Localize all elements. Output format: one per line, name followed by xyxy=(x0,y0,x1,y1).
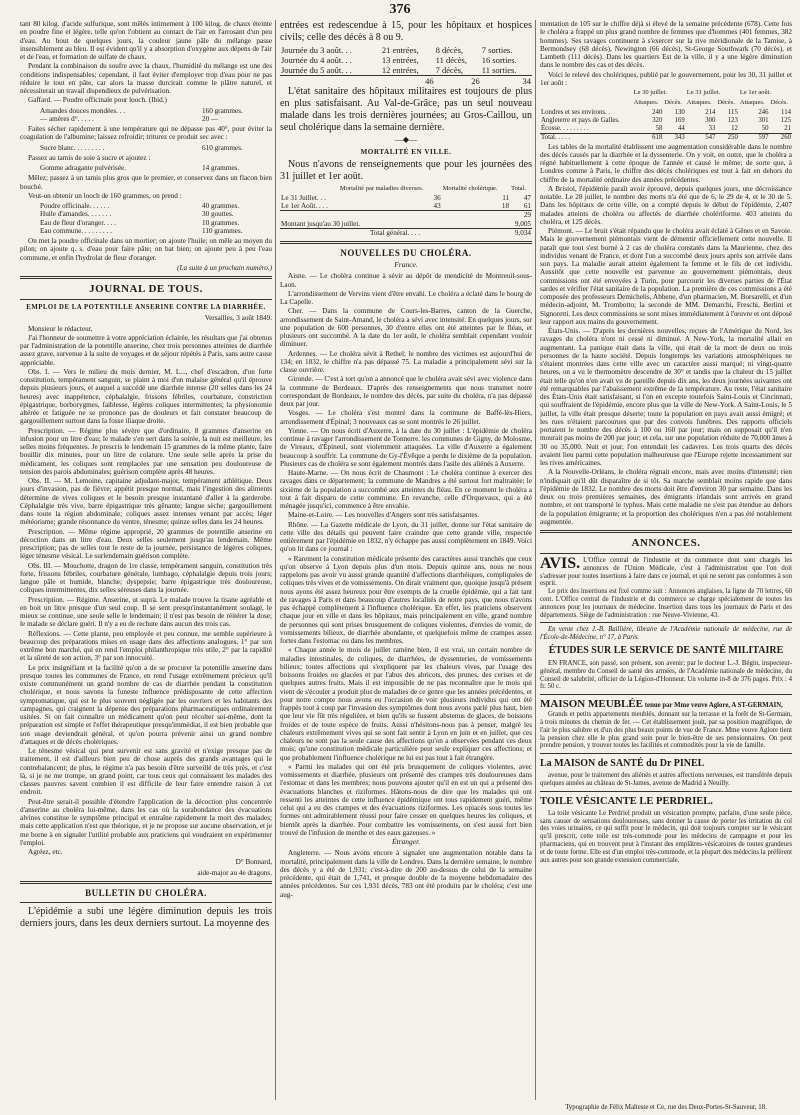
paragraph: Cher. — Dans la commune de Cours-les-Barres, canton de la Guerche, arrondissement de Saint-Amand, le choléra a sévi avec intensité. En quelques jours, sur une population de 600 personnes, 30 d'entre elles ont été atteintes par le fléau, et plusieurs ont succombé. A la date du 1er août, le choléra semblait cependant vouloir diminuer. xyxy=(280,307,532,349)
divider xyxy=(540,791,792,792)
divider xyxy=(540,622,792,623)
paragraph: Vosges. — Le choléra s'est montré dans la commune de Baffé-lès-Hiers, arrondissement d'Épinal; 3 nouveaux cas se sont montrés le 26 juillet. xyxy=(280,409,532,426)
paragraph: Yonne. — On nous écrit d'Auxerre, à la date du 30 juillet : L'épidémie de choléra continue à ravager l'arrondissement de Tonnerre. les communes de Gigny, de Molosme, de Vireaux, d'Épineul, sont violemment attaquées. La ville d'Auxerre a également beaucoup à souffrir. La commune de Gy-l'Évêque a perdu le dixième de la population. Plusieurs cas de choléra se sont également montrés dans l'asile des aliénés à Auxerre. xyxy=(280,426,532,468)
paragraph: Veut-on obtenir un looch de 160 grammes, on prend : xyxy=(28,191,182,200)
ad-title: MAISON MEUBLÉE xyxy=(540,698,643,711)
paragraph: L'arrondissement de Vervins vient d'être envahi. Le choléra a éclaté dans le bourg de La Capelle. xyxy=(280,289,532,306)
subsection-title: Étranger. xyxy=(391,837,421,846)
paragraph: Prescription. — Régime plus sévère que d'ordinaire, 8 grammes d'anserine en infusion pour un litre d'eau; le malade s'en sert dans la soirée, la nuit est meilleure, les selles moins fréquentes. Je prescris le lendemain 15 grammes de la même plante, faire bouillir dix minutes, pour un litre de colature. Une seule selle après la prise du médicament, les coliques sont remplacées par une sensation peu douloureuse de tension des parois abdominales; guérison complète après 48 heures. xyxy=(20,426,272,476)
recipe-list: Gomme adragante pulvérisée. 14 grammes. xyxy=(40,164,240,172)
column-divider xyxy=(275,20,276,1100)
article-title: EMPLOI DE LA POTENTILLE ANSERINE CONTRE LA DIARRHÉE. xyxy=(26,304,266,311)
section-title: MORTALITÉ EN VILLE. xyxy=(360,148,452,157)
table-row: Le 1er Août. . . . 43 18 61 xyxy=(281,202,531,210)
paragraph: L'état sanitaire des hôpitaux militaires est toujours de plus en plus satisfaisant. Au Val-de-Grâce, pas un seul nouveau malade dans les trois dernières journées; au Gros-Caillou, un seul cholérique dans la semaine dernière. xyxy=(280,86,532,133)
paragraph: Prescription. — Régime. Anserine, ut suprà. Le malade trouve la tisane agréable et en boit un litre presque d'un seul coup. Il se sent presqu'instantanément soulagé, le mieux se continue, une seule selle le lendemain; il n'est pas besoin de réitérer la dose; le malade se déclare guéri. Il n'y a eu de rechute dans aucun des trois cas. xyxy=(20,595,272,629)
ad-title: La MAISON de SANTÉ du Dr PINEL xyxy=(540,758,705,770)
ad-text: avenue, pour le traitement des aliénés et autres affections nerveuses, est transférée depuis quelques années au château de St-James, avenue de Madrid à Neuilly. xyxy=(540,772,792,787)
paragraph: Mêlez; passez à un tamis plus gros que le premier, et conservez dans un flacon bien bouché. xyxy=(20,174,272,191)
paragraph: Obs. III. — Mouchotte, dragon de 1re classe, tempérament sanguin, constitution très forte, frissons fébriles, courbature générale, lumbago, céphalalgie depuis trois jours; langue pâle et humide, blanche; dyspepsie; barre épigastrique très douloureuse, coliques intermittentes, dix selles séreuses dans la journée. xyxy=(20,561,272,595)
table-row: Journée du 3 août. . . 21 entrées, 8 décès, 7 sorties. xyxy=(281,45,513,55)
recipe-list: Poudre officinale. . . . . . 40 grammes. Huile d'amandes. . . . . . . 30 gouttes. Eau de fleur d'oranger. . . . 10 grammes. Eau commune. . . . . . . . . 110 grammes. xyxy=(40,202,243,235)
section-title: ANNONCES. xyxy=(631,537,701,549)
paragraph: Faites sécher rapidement à une température qui ne dépasse pas 40°, pour éviter la coagulation de l'albumine; laissez refroidir; triturez ce produit sec avec : xyxy=(20,125,272,142)
paragraph: On met la poudre officinale dans un mortier; on ajoute l'huile; on mêle au moyen du pilon; on ajoute q. s. d'eau pour faire pâte; on bat bien; on ajoute peu à peu l'eau commune, et enfin l'hydrolat de fleur d'oranger. xyxy=(20,237,272,262)
paragraph: entrées est redescendue à 15, pour les hôpitaux et hospices civils; celle des décès à 8 ou 9. xyxy=(280,20,532,43)
signature: D° Bonnard, xyxy=(235,858,272,867)
table-row: Le 31 Juillet. . . 36 11 47 xyxy=(281,193,531,202)
hospital-table xyxy=(280,45,532,86)
divider xyxy=(540,753,792,754)
column-right xyxy=(540,20,792,1085)
paragraph: A Bristol, l'épidémie paraît avoir éprouvé, depuis quelques jours, une décroissance notable. Le 28 juillet, le nombre des morts n'a été que de 6, le 29 de 4, et le 30 de 5. Dans les hôpitaux de cette ville, on a compté depuis le début de l'épidémie, 2,407 malades atteints de choléra ou affectés de diarrhée cholériforme. 403 atteints du choléra, et 125 décès. xyxy=(540,184,792,226)
paragraph: Obs. II. — M. Lemoine, capitaine adjudant-major, tempérament athlétique. Deux jours d'invasion, pas de fièvre; appétit presque normal, mais l'ingestion des aliments détermine de vives coliques et le besoin presque instantané d'aller à la garderobe. Céphalalgie très vive, barre épigastrique très gênante; langue sèche; gargouillement dans toute la région abdominale; coliques assez intenses venant par accès; léger météorisme; grande résonnance du ventre, ténesme; quinze selles dans les 24 heures. xyxy=(20,477,272,527)
paragraph: « Chaque année le mois de juillet ramène bien, il est vrai, un certain nombre de maladies intestinales, de coliques, de diarrhées, de dyssenteries, de vomissements bilieux; toutes affections qui s'expliquent par les chaleurs vives, par l'usage des boissons froides ou glacées et par l'abus des abricots, des prunes, des cerises et de quelques autres fruits. Mais il est impossible de ne pas reconnaître que le mois qui vient de s'écouler a produit plus de maladies de ce genre que les années précédentes, et pour notre compte nous avons eu l'occasion de voir plusieurs individus qui ont été frappés tout à coup par l'invasion des symptômes dont nous avons parlé plus haut, bien que leur vie fût très régulière, et bien qu'ils se fussent abstenus de glaces, de boissons froides et de toute espèce de fruits. Aussi n'hésitons-nous pas à penser, malgré les chaleurs extrêmement vives qui se sont fait sentir à Lyon en juin et en juillet, que ces chaleurs ne sont pas la seule cause des affections qu'on a observées pendant ces deux mois; qu'une constitution médicale particulière peut seule expliquer ces affections; et que probablement l'influence cholérique ne lui est pas tout à fait étrangère. xyxy=(280,646,532,762)
table-total-row: Total. . . . . 618 343 547 250 597 260 xyxy=(541,134,791,142)
table-row: Londres et ses environs. . 240 130 214 115 246 114 xyxy=(541,108,791,116)
ad-title: TOILE VÉSICANTE LE PERDRIEL. xyxy=(540,795,713,807)
table-row: Écosse. . . . . . . . . 58 44 33 12 50 21 xyxy=(541,125,791,132)
column-divider xyxy=(535,20,536,1100)
section-title: JOURNAL DE TOUS. xyxy=(89,283,203,295)
mortality-table: Mortalité par maladies diverses. Mortalité cholérique. Total. Le 31 Juillet. . . 36 11 47 Le 1er Août. . . . 43 18 61 29 Montant jusqu'au 30 juillet. 9,005 Total général. . . . 9,034 xyxy=(281,184,531,237)
paragraph: Réflexions. — Cette plante, peu employée et peu connue, me semble supérieure à beaucoup des préparations mises en usage dans des affections analogues, 1° par son extrême bon marché, qui en rend l'emploi philanthropique très utile, 2° par la rapidité et la sûreté de son action, 3° par son innocuité. xyxy=(20,629,272,663)
paragraph: Prescription. — Même régime approprié, 20 grammes de potentille anserine en décoction dans un litre d'eau. Deux selles seulement jusqu'au lendemain. Même prescription; pas de selles tout le reste de la journée, persistance de légères coliques, léger ténesme vésical. Le surlendemain guérison complète. xyxy=(20,527,272,561)
paragraph: Rhône. — La Gazette médicale de Lyon, du 31 juillet, donne sur l'état sanitaire de cette ville des détails qui peuvent faire craindre que cette grande ville, respectée entièrement par l'épidémie en 1832, n'y échappe pas aussi complètement en 1849. Voici qu'on lit dans ce journal : xyxy=(280,520,532,554)
paragraph: Maine-et-Loire. — Les nouvelles d'Angers sont très satisfaisantes. xyxy=(288,511,480,520)
avis-text: L'Office central de l'industrie et du commerce dont sont chargés les annonces de l'Union Médicale, c'est à l'administration que l'on doit s'adresser pour toutes insertions à faire dans ce journal, et qui ne seront pas conformes à son esprit. xyxy=(540,557,792,588)
paragraph: Voici le relevé des cholériques, publié par le gouvernement, pour les 30, 31 juillet et 1er août : xyxy=(540,70,792,87)
column-middle xyxy=(280,20,532,1100)
paragraph: Pendant la combinaison du soufre avec la chaux, l'humidité du mélange est une des conditions indispensables; cependant, il faut éviter d'employer trop d'eau pour ne pas réduire le tout en pâte, car alors la masse durcirait comme le plâtre naturel, et nécessiterait un travail dispendieux de pulvérisation. xyxy=(20,62,272,95)
divider xyxy=(540,553,792,554)
divider xyxy=(20,881,272,884)
divider xyxy=(20,902,272,903)
paragraph: Ardennes. — Le choléra sévit à Rethel; le nombre des victimes est aujourd'hui de 134; en 1832, le chiffre n'a pas dépassé 75. La maladie a principalement sévi sur la classe ouvrière. xyxy=(280,349,532,374)
subsection-title: France. xyxy=(394,260,418,269)
avis-label: AVIS. xyxy=(540,555,581,572)
column-left xyxy=(20,20,272,1100)
paragraph: Les tables de la mortalité établissent une augmentation considérable dans le nombre des décès causés par la diarrhée et la dyssenterie. On y voit, en outre, que le choléra a régné habituellement à cette époque de l'année et causé le même; de sorte que, à Londres comme à Paris, le chiffre des décès cholériques est tout à fait en dehors du chiffre de la mortalité ordinaire des années précédentes. xyxy=(540,142,792,184)
maison-ad xyxy=(540,698,792,711)
paragraph: Le prix insignifiant et la facilité qu'on a de se procurer la potentille anserine dans presque toutes les communes de France, en rend l'usage extrêmement précieux qu'il existe communément un grand nombre de cas de diarrhée pendant la constitution cholérique, et nous savons la funeste influence prédisposante de cette affection symptomatique, qui est le plus souvent négligée par les ouvriers et les habitants des campagnes, qui craignent la dépense des préparations pharmaceutiques ordinairement usitées. Si on fait connaître un médicament qu'on peut récolter soi-même, dont la préparation est simple et l'effet thérapeutique presqu'immédiat, il est bien probable que son usage deviendrait général, et qu'on pourra prévenir ainsi un grand nombre d'attaques et de décès cholériques. xyxy=(20,663,272,746)
recipe-heading: Gaffard. — Poudre officinale pour looch. (Ibid.) xyxy=(28,96,167,105)
recipe-list: Sucre blanc. . . . . . . . . 610 grammes. xyxy=(40,143,243,152)
ad-text: EN FRANCE, son passé, son présent, son avenir; par le docteur L.-J. Bégin, inspecteur-général, membre du Conseil de santé des armées, de l'Académie nationale de médecine, du Conseil de salubrité, officier de la Légion-d'Honneur. Un volume in-8 de 376 pages. Prix : 4 fr. 50 c. xyxy=(540,659,792,691)
salutation: Monsieur le rédacteur, xyxy=(28,324,93,333)
paragraph: Obs. I. — Vers le milieu du mois dernier, M. L..., chef d'escadron, d'un forte constitution, tempérament sanguin, se plaint à moi d'un malaise général qu'il éprouve depuis plusieurs jours, et auquel a succédé une diarrhée intense (20 selles dans les 24 heures) avec inappétence, céphalalgie, frissons fébriles, courbature, constriction épigastrique, borborygmes, faiblesse, légères coliques intermittentes; la physionomie altérée et fatiguée ne se prononce pas de douleurs et fait constater beaucoup de gargouillement surtout dans la fosse iliaque droite. xyxy=(20,367,272,426)
paragraph: Peut-être serait-il possible d'étendre l'application de la décoction plus concentrée d'anserine au choléra lui-même, dans les cas où la surabondance des évacuations alvines constitue le symptôme principal et entraîne rapidement la mort des malades; mais cette application n'est que théorique, et je ne propose sur aucune observation, et je me borne à en signaler l'utilité probable aux praticiens qui voudraient en expérimenter l'emploi. xyxy=(20,797,272,847)
dateline: Versailles, 3 août 1849. xyxy=(204,314,272,323)
divider xyxy=(280,241,532,244)
paragraph: Le ténesme vésical qui peut survenir est sans gravité et n'exige presque pas de traitement, il est d'ailleurs bien peu de chose auprès des grands avantages qui le contrebalancent; de plus, le régime n'a pas besoin d'être surveillé de très près, et c'est là, si je ne me trompe, un grand point, car tous ceux qui connaissent les malades des classes pauvres savent combien il est difficile de leur faire entendre raison à cet endroit. xyxy=(20,747,272,797)
divider xyxy=(20,299,272,300)
divider xyxy=(540,530,792,533)
paragraph: L'épidémie a subi une légère diminution depuis les trois derniers jours, dans les deux derniers surtout. La moyenne des xyxy=(20,905,272,929)
paragraph: Piémont. — Le bruit s'était répandu que le choléra avait éclaté à Gênes et en Savoie. Mais le gouvernement piémontais vient de démentir officiellement cette nouvelle. Il paraît que tout s'est borné à 2 cas de choléra constatés dans la Maurienne, chez des individus venant de France, et dont l'un a succombé deux jours après son arrivée dans son pays. La maladie aurait atteint également la femme et le fils de cet individu. Aussitôt que cette nouvelle est parvenue au gouvernement piémontais, deux commissions ont été envoyées à Turin, pour parcourir les diverses parties de l'État sardes et vérifier l'état sanitaire de la population. La première de ces commissions a été composée des professeurs Demichelis, Abbene, d'un pharmacien, M. Borsarelli, et d'un médecin-adjoint, M. Trombotto; la seconde de MM. Demarchi, Freschi, Berlini et Signoretti. Les deux commissions se sont mises immédiatement à l'œuvre et ont déposé leur rapport aux mains du gouvernement. xyxy=(540,227,792,326)
ornament: —◆— xyxy=(394,135,418,144)
ad-subtitle: tenue par Mme veuve Aglore, A ST-GERMAIN, xyxy=(644,702,783,710)
paragraph: J'ai l'honneur de soumettre à votre appréciation éclairée, les résultats que j'ai obtenus par l'administration de la potentille anserine, chez trois personnes atteintes de diarrhée assez grave, survenue à la suite de voyages et de séjour répétés à Paris, sans autre cause appréciable. xyxy=(20,333,272,367)
section-title: NOUVELLES DU CHOLÉRA. xyxy=(340,248,472,258)
divider xyxy=(20,276,272,279)
divider xyxy=(540,694,792,695)
avis-notice xyxy=(540,557,792,588)
paragraph: « Rarement la constitution médicale présente des caractères aussi tranchés que ceux qu'on observe à Lyon depuis plus d'un mois. Depuis quinze ans, nous ne nous rappelons pas avoir vu aussi grande quantité d'affections diarrhéiques, compliquées de coliques très vives et de vomissements. On dirait vraiment que, quoique jusqu'à présent nous ayons été assez heureux pour être exempts de la cruelle épidémie, qui a fait tant de ravages à Paris et dans beaucoup d'autres localités de notre pays, que nous n'avons pas échappé complètement à l'influence cholérique. En effet, les praticiens observent chaque jour en ville et dans les hôpitaux, mais principalement en ville, grand nombre de personnes qui sont prises brusquement de coliques violentes, d'envies de vomir, de vomissements bilieux, de diarrhée abondante, et quelquefois même de crampes assez fortes dans l'estomac ou dans les membres. xyxy=(280,554,532,645)
page-number: 376 xyxy=(389,2,411,17)
closing: Agréez, etc. xyxy=(28,848,63,856)
recipe-list: Amandes douces mondées. . . 160 grammes. — amères d°. . . . . 20 — xyxy=(40,106,243,123)
table-total-row: 46 26 34 xyxy=(280,76,532,87)
paragraph: tant 80 kilog. d'acide sulfurique, sont mêlés intimement à 100 kilog. de chaux éteinte en poudre fine et légère, telle qu'on l'obtient au contact de l'air en l'arrosant d'un peu d'eau. Au bout de quelques jours, la couleur jaune pâle du mélange passe insensiblement au bleu. Il est évident qu'il y a absorption d'oxygène aux dépens de l'air et de l'eau, et formation de sulfate de chaux. xyxy=(20,20,272,61)
imprint: Typographie de Félix Malteste et Ce, rue des Deux-Portes-St-Sauveur, 18. xyxy=(565,1104,767,1111)
ad-text: Grands et petits appartements meublés, donnant sur la terrasse et la forêt de St-Germain, à trois minutes du chemin de fer. — Cet établissement jouit, par sa position magnifique, de l'air le plus salubre et d'un des plus beaux points de vue de France. Mme veuve Aglore tient la pension chez elle le plus grand soin pour le bien-être de ses pensionnaires. On peut prendre pension, y trouver toutes les facilités et commodités pour la vie de famille. xyxy=(540,711,792,750)
paragraph: Passez au tamis de soie à sucre et ajoutez : xyxy=(28,153,151,162)
book-sale-notice: En vente chez J.-B. Baillière, libraire de l'Académie nationale de médecine, rue de l'École-de-Médecine, n° 17, à Paris. xyxy=(540,626,792,642)
table-row: Journée du 5 août. . . 12 entrées, 7 décès, 11 sorties. xyxy=(281,65,517,75)
signature-title: aide-major au 4e dragons. xyxy=(197,868,272,877)
ad-title: ÉTUDES SUR LE SERVICE DE SANTÉ MILITAIRE xyxy=(548,644,784,656)
uk-cholera-table: Le 30 juillet. Le 31 juillet. Le 1er août. Attaques. Décès. Attaques. Décès. Attaques. Décès. Londres et ses environs. . 240 130 214 115 246 114 Angleterre et pays de Galles. 320 169 300 123 301 125 Écosse. . . . . . . . . 58 44 33 12 50 21 Total. . . . . 618 343 547 250 597 260 xyxy=(541,89,791,142)
paragraph: Nous n'avons de renseignements que pour les journées des 31 juillet et 1er août. xyxy=(280,158,532,182)
continuation-note: (La suite à un prochain numéro.) xyxy=(177,263,272,272)
paragraph: « Parmi les malades qui ont été pris brusquement de coliques violentes, avec vomissements et diarrhée, plusieurs ont présenté des crampes très douloureuses dans l'estomac et dans les membres; nous pouvons ajouter qu'il en est un qui a présenté des évacuations blanches et riziformes. Hâtons-nous de dire que les malades qui ont ressenti les atteintes de cette influence épidémique ont tous rapidement guéri, même celui qui a eu des crampes et des évacuations riziformes. Les opiacés sous toutes les formes ont admirablement réussi pour faire cesser en quelques heures les coliques, et bientôt après la diarrhée. Pour combattre les vomissements, on s'est aussi fort bien trouvé de l'infusion de menthe et des eaux gazeuses. » xyxy=(280,762,532,837)
paragraph: Aisne. — Le choléra continue à sévir au dépôt de mendicité de Montreuil-sous-Laon. xyxy=(280,272,532,289)
avis-details: Le prix des insertions est fixé comme suit : Annonces anglaises, la ligne de 70 lettres, 60 cent. L'Office central de l'industrie et du commerce se charge spécialement de toutes les annonces pour les journaux de médecine. Insertion dans tous les journaux de Paris et des départements. Siège de l'administration : rue Neuve-Vivienne, 43. xyxy=(540,588,792,619)
paragraph: Haute-Marne. — On nous écrit de Chaumont : Le choléra continue à exercer des ravages dans ce département; la commune de Mandres a été surtout fort maltraitée; le sixième de la population a succombé aux atteintes du fléau. En ce moment le choléra a tout à fait disparu de cette commune. En revanche, celle d'Orquevaux, qui a été ménagée jusqu'ici, commence à être envahie. xyxy=(280,469,532,510)
table-row: Angleterre et pays de Galles. 320 169 300 123 301 125 xyxy=(541,116,791,124)
paragraph: A la Nouvelle-Orléans, le choléra régnait encore, mais avec moins d'intensité; rien n'indiquait qu'il dût disparaître de si tôt. Sa marche semblait moins rapide que dans l'épidémie de 1832. Le nombre des morts doit être d'environ 30 par semaine. Dans les deux ou trois premières semaines, des émigrants irlandais sont arrivés en grand nombre, et ont transporté le typhus. Mais cette maladie ne s'est pas étendue au dehors de la population émigrante; et la proportion des cholériques n'en a pas été notablement augmentée. xyxy=(540,468,792,526)
table-row: Journée du 4 août. . . 13 entrées, 11 décès, 16 sorties. xyxy=(281,55,517,65)
ad-text: La toile vésicante Le Perdriel produit un vésication prompte, parfaite, d'une seule pièce, sans causer de sensations douloureuses, sans donner la cause de porter les irritation du col des voies urinaires, ce qui suffit pour le médecin, qui doit toujours compter sur le vésicant qu'il prescrit, cette toile est très-commode pour les médecins de campagne et pour les pharmaciens, qui en trouvent peut à l'instant des emplâtres-vésicatoires de toutes grandeurs et de toute forme. Elle est d'un emploi très-commode, et la plupart des médecins la préfèrent aux autres pour son grande extension commerciale. xyxy=(540,809,792,864)
section-title: BULLETIN DU CHOLÉRA. xyxy=(85,887,207,898)
paragraph: mentation de 105 sur le chiffre déjà si élevé de la semaine précédente (678). Cette fois le choléra a frappé un plus grand nombre de femmes que d'hommes (401 femmes, 382 hommes). Ses ravages continuent à s'exercer sur la rive méridionale de la Tamise, à Bermondsey (68 décès), Newington (66 décès), St-George Southwark (70 décès), et Lambeth (111 décès). Dans les quartiers Est de la ville, il y a une légère diminution dans le nombre des cas et des décès. xyxy=(540,20,792,70)
paragraph: Angleterre. — Nous avons encore à signaler une augmentation notable dans la mortalité, principalement dans la ville de Londres. Dans la dernière semaine, le nombre des décès y a été de 1,931; c'est-à-dire de 200 au-dessus de celui de la semaine précédente, qui était de 1,741, et presque double de la moyenne hebdomadaire des années précédentes. Sur ces 1,931 décès, 783 ont été produits par le choléra; c'est une aug- xyxy=(280,849,532,899)
paragraph: États-Unis. — D'après les dernières nouvelles, reçues de l'Amérique du Nord, les ravages du choléra n'ont ni cessé ni diminué. A New-York, la mortalité allait en augmentant. La panique était dans la ville, qui était de la mort de deux ou trois personnes de la haute société. Depuis longtemps les variations atmosphériques ne s'étaient montrées dans cette ville avec un caractère aussi marqué; ni vingt-quatre heures, on a vu le thermomètre descendre de 30° et tandis que la chaleur du 15 juillet était telle qu'on n'en avait vu de pareille depuis dix ans, les deux journées suivantes ont été remarquables par l'abaissement extrême de la température. Au reste, l'état sanitaire des États-Unis était satisfaisant, si l'on en excepte toutefois Saint-Louis et Cincinnati, qui souffraient de l'épidémie, encore plus que la ville de New-York. A Saint-Louis, le 5 juillet, la ville était presque déserte; toute la population en pays avait aussi émigré; et les rues n'étaient parcourues que par des convois funèbres. Des rapports officiels portaient le nombre des décès à 100 ou 160 par jour; mais on supposait qu'il n'en mourait pas moins de 200 par jour; et cela, sur une population réduite de 70,000 âmes à 30 ou 35,000. Nuit et jour, l'on entendait les cadavres. Les trois quarts des décès avaient lieu parmi cette population malheureuse que l'Europe rejette incessamment sur les rives américaines. xyxy=(540,327,792,467)
paragraph: Gironde. — C'est à tort qu'on a annoncé que le choléra avait sévi avec violence dans la commune de Bordeaux. D'après des renseignements que nous transmet notre correspondant de Bordeaux, le nombre des décès, par suite du choléra, n'a pas dépassé deux par jour. xyxy=(280,375,532,408)
